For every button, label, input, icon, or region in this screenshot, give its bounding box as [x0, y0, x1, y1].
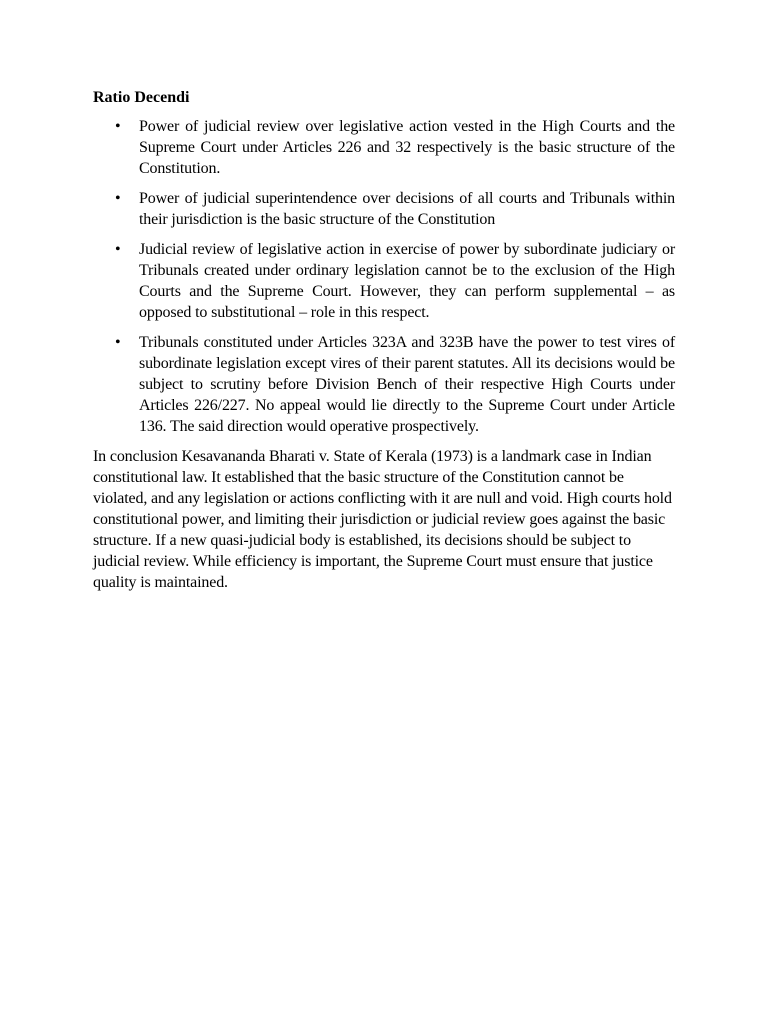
list-item: [93, 332, 675, 437]
list-item: [93, 239, 675, 323]
bullet-text: Tribunals constituted under Articles 323A and 323B have the power to test vires of subordinate legislation except vires of their parent statutes. All its decisions would be subject to scrutiny before Division Bench of their respective High Courts under Articles 226/227. No appeal would lie directly to the Supreme Court under Article 136. The said direction would operative prospectively.: [139, 334, 675, 435]
section-heading: Ratio Decendi: [93, 89, 190, 106]
bullet-text: Power of judicial superintendence over decisions of all courts and Tribunals within their jurisdiction is the basic structure of the Constitution: [139, 190, 675, 228]
ratio-bullet-list: [93, 116, 675, 437]
document-page: [93, 87, 675, 593]
list-item: [93, 116, 675, 179]
bullet-icon: •: [115, 118, 121, 135]
bullet-icon: •: [115, 241, 121, 258]
bullet-icon: •: [115, 190, 121, 207]
conclusion-paragraph: In conclusion Kesavananda Bharati v. State of Kerala (1973) is a landmark case in Indian constitutional law. It established that the basic structure of the Constitution cannot be violated, and any legislation or actions conflicting with it are null and void. High courts hold constitutional power, and limiting their jurisdiction or judicial review goes against the basic structure. If a new quasi-judicial body is established, its decisions should be subject to judicial review. While efficiency is important, the Supreme Court must ensure that justice quality is maintained.: [93, 448, 672, 591]
bullet-text: Judicial review of legislative action in exercise of power by subordinate judiciary or Tribunals created under ordinary legislation cannot be to the exclusion of the High Courts and the Supreme Court. However, they can perform supplemental – as opposed to substitutional – role in this respect.: [139, 241, 675, 321]
bullet-icon: •: [115, 334, 121, 351]
list-item: [93, 188, 675, 230]
bullet-text: Power of judicial review over legislative action vested in the High Courts and the Supreme Court under Articles 226 and 32 respectively is the basic structure of the Constitution.: [139, 118, 675, 177]
